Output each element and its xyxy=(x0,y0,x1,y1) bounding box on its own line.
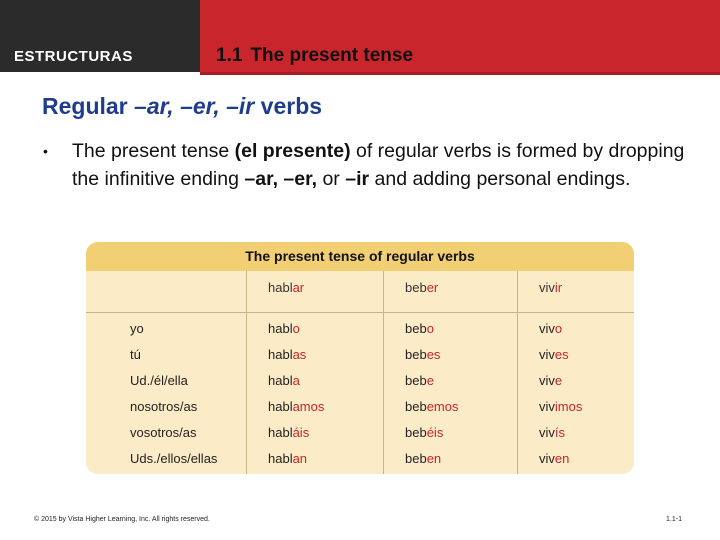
form-cell: bebe xyxy=(405,373,434,388)
form-cell: vives xyxy=(539,347,569,362)
form-cell: habláis xyxy=(268,425,310,440)
form-cell: bebo xyxy=(405,321,434,336)
bullet-endings: –ar, –er, xyxy=(244,168,318,190)
column-header-vivir: vivir xyxy=(539,280,563,295)
form-cell: viven xyxy=(539,451,570,466)
page-number: 1.1-1 xyxy=(666,516,682,523)
pronoun-cell: Uds./ellos/ellas xyxy=(130,451,218,466)
bullet-part: The present tense xyxy=(72,140,235,162)
pronoun-cell: nosotros/as xyxy=(130,399,198,414)
column-divider xyxy=(246,271,247,474)
form-cell: bebes xyxy=(405,347,441,362)
form-cell: vivimos xyxy=(539,399,583,414)
form-cell: habla xyxy=(268,373,300,388)
column-divider xyxy=(517,271,518,474)
pronoun-cell: yo xyxy=(130,321,144,336)
column-header-beber: beber xyxy=(405,280,439,295)
pronoun-cell: tú xyxy=(130,347,141,362)
header-row-divider xyxy=(86,312,634,313)
pronoun-cell: Ud./él/ella xyxy=(130,373,188,388)
bullet-part: and adding personal endings. xyxy=(369,168,631,190)
brand-label: ESTRUCTURAS xyxy=(14,48,133,65)
section-name: The present tense xyxy=(250,45,414,66)
bullet-icon: • xyxy=(43,143,48,159)
section-title xyxy=(216,45,413,67)
form-cell: hablan xyxy=(268,451,308,466)
heading-endings: –ar, –er, –ir xyxy=(134,93,255,119)
pronoun-cell: vosotros/as xyxy=(130,425,197,440)
form-cell: bebemos xyxy=(405,399,459,414)
bullet-ending-ir: –ir xyxy=(345,168,370,190)
section-number: 1.1 xyxy=(216,45,243,66)
form-cell: bebéis xyxy=(405,425,444,440)
form-cell: vivo xyxy=(539,321,563,336)
bullet-part: of regular verbs is formed by dropping the infinitive ending xyxy=(72,140,685,190)
column-header-hablar: hablar xyxy=(268,280,305,295)
copyright-notice: © 2015 by Vista Higher Learning, Inc. All rights reserved. xyxy=(34,516,210,523)
form-cell: beben xyxy=(405,451,442,466)
table-title: The present tense of regular verbs xyxy=(245,248,475,264)
form-cell: hablo xyxy=(268,321,300,336)
form-cell: hablamos xyxy=(268,399,325,414)
form-cell: vivís xyxy=(539,425,566,440)
bullet-text xyxy=(72,137,685,193)
slide-heading xyxy=(42,93,322,120)
header-rule xyxy=(200,72,720,75)
form-cell: hablas xyxy=(268,347,307,362)
bullet-term: (el presente) xyxy=(234,140,351,162)
form-cell: vive xyxy=(539,373,563,388)
bullet-point xyxy=(45,137,685,193)
column-divider xyxy=(383,271,384,474)
conjugation-table xyxy=(86,242,634,474)
heading-prefix: Regular xyxy=(42,93,135,119)
bullet-part: or xyxy=(317,168,346,190)
heading-suffix: verbs xyxy=(254,93,323,119)
